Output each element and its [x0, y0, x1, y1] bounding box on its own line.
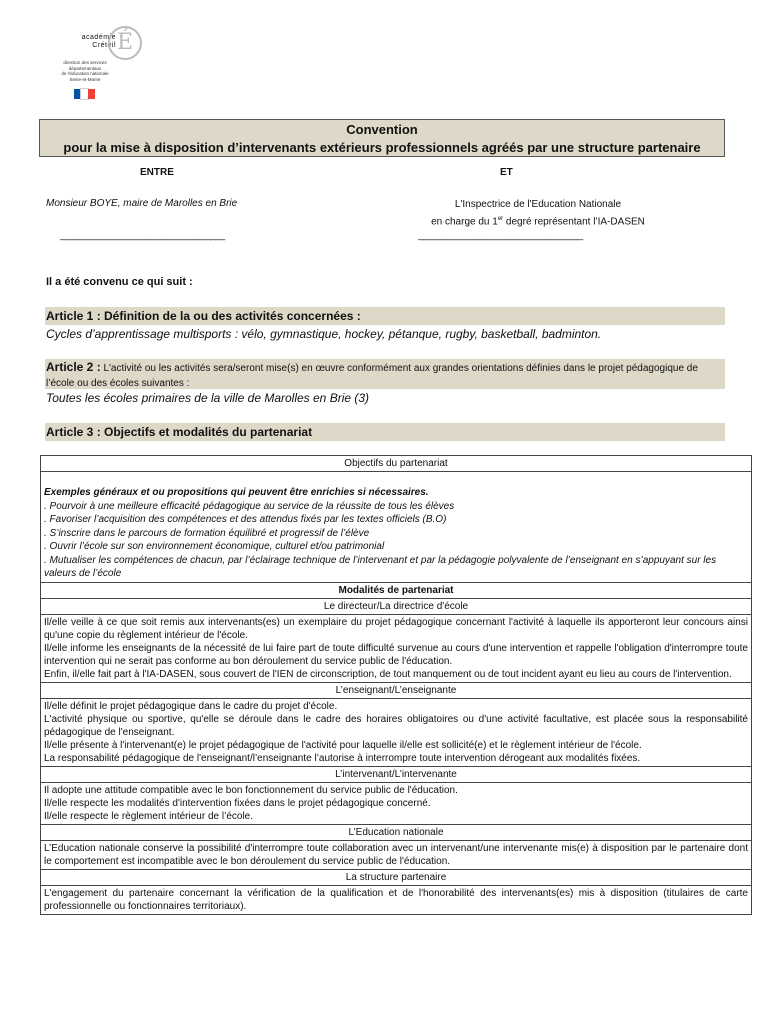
education-para: L’Education nationale conserve la possibilité d'interrompre toute collaboration avec un intervenant/une intervenante mis(e) à disposition par le partenaire dont le comportement est incompatible avec le bon déroulement du service public de l'éducation. — [44, 842, 748, 867]
article2-body: Toutes les écoles primaires de la ville de Marolles en Brie (3) — [46, 391, 370, 405]
directeur-cell — [41, 614, 752, 682]
left-party: Monsieur BOYE, maire de Marolles en Brie — [46, 198, 238, 209]
modalites-header: Modalités de partenariat — [41, 582, 752, 598]
title-line1: Convention — [346, 122, 418, 137]
intervenant-para: Il/elle respecte les modalités d'intervention fixées dans le projet pédagogique concerné. — [44, 797, 431, 809]
article1-title: Article 1 : Définition de la ou des activités concernées : — [46, 309, 361, 323]
enseignant-para: La responsabilité pédagogique de l'enseignant/l’enseignante l’autorise à interrompre toute intervention dérogeant aux modalités fixées. — [44, 752, 641, 764]
article1-body: Cycles d’apprentissage multisports : vélo, gymnastique, hockey, pétanque, rugby, basketball, badminton. — [46, 327, 602, 341]
education-e-icon: É — [108, 26, 142, 60]
direction-line: Seine-et-Marne — [69, 76, 101, 82]
academie-line2: Créteil — [92, 42, 116, 49]
article3-title-bar — [45, 423, 725, 441]
direction-line: de l'éducation nationale — [61, 71, 109, 76]
enseignant-para: Il/elle définit le projet pédagogique dans le cadre du projet d'école. — [44, 700, 338, 712]
right-party — [398, 198, 678, 229]
direction-line: direction des services — [63, 60, 107, 65]
entre-label: ENTRE — [140, 167, 174, 178]
left-signature-line: ____________________________________ — [60, 230, 225, 241]
enseignant-para: L'activité physique ou sportive, qu'elle se déroule dans le cadre des horaires obligatoires ou d'une activité facultative, est placée sous la responsabilité pédagogique de l'enseignant. — [44, 713, 748, 738]
exemple-item: . Pourvoir à une meilleure efficacité pédagogique au service de la réussite de tous les élèves — [44, 500, 455, 512]
structure-cell — [41, 885, 752, 914]
et-label: ET — [500, 167, 513, 178]
right-signature-line: ____________________________________ — [418, 230, 583, 241]
republique-francaise-flag-icon — [74, 86, 96, 96]
intervenant-cell — [41, 782, 752, 824]
exemple-item: . S’inscrire dans le parcours de formation équilibré et progressif de l’élève — [44, 527, 370, 539]
right-party-line2-b: degré représentant l’IA-DASEN — [503, 216, 645, 228]
intro-text: Il a été convenu ce qui suit : — [46, 276, 193, 288]
article2-label: Article 2 : — [46, 360, 101, 374]
enseignant-header: L’enseignant/L’enseignante — [41, 682, 752, 698]
objectifs-cell — [41, 472, 752, 583]
right-party-line1: L'Inspectrice de l'Education Nationale — [454, 199, 622, 210]
intervenant-para: Il adopte une attitude compatible avec le bon fonctionnement du service public de l'éducation. — [44, 784, 458, 796]
academie-logo — [46, 22, 142, 102]
enseignant-para: Il/elle présente à l'intervenant(e) le projet pédagogique de l'activité pour laquelle il/elle est sollicité(e) et le règlement intérieur de l'école. — [44, 739, 642, 751]
title-line2: pour la mise à disposition d’intervenants extérieurs professionnels agréés par une structure partenaire — [63, 140, 701, 155]
intervenant-header: L’intervenant/L’intervenante — [41, 766, 752, 782]
exemples-title: Exemples généraux et ou propositions qui peuvent être enrichies si nécessaires. — [44, 487, 429, 498]
exemple-item: . Mutualiser les compétences de chacun, par l’éclairage technique de l’intervenant et par la pédagogie polyvalente de l’enseignant en s’appuyant sur les valeurs de l’école — [44, 554, 717, 579]
right-party-line2-a: en charge du 1 — [431, 216, 498, 228]
structure-header: La structure partenaire — [41, 869, 752, 885]
direction-line: départementaux — [68, 65, 102, 71]
objectifs-header: Objectifs du partenariat — [41, 456, 752, 472]
enseignant-cell — [41, 698, 752, 766]
partenariat-table — [40, 455, 752, 915]
exemple-item: . Favoriser l’acquisition des compétences et des attendus fixés par les textes officiels (B.O) — [44, 514, 447, 525]
academie-line1: académie — [81, 34, 116, 41]
article3-title: Article 3 : Objectifs et modalités du partenariat — [46, 425, 313, 439]
convention-title — [39, 119, 725, 157]
right-party-line2 — [398, 212, 678, 229]
education-header: L’Education nationale — [41, 824, 752, 840]
directeur-para: Enfin, il/elle fait part à l'IA-DASEN, sous couvert de l'IEN de circonscription, de tout manquement ou de tout incident ayant eu lieu au cours de l'intervention. — [44, 668, 732, 680]
article1-title-bar — [45, 307, 725, 325]
structure-para: L'engagement du partenaire concernant la vérification de la qualification et de l'honorabilité des intervenants(es) mis à disposition (titulaires de carte professionnelle ou fonctionnaires territoriaux). — [44, 887, 748, 912]
intervenant-para: Il/elle respecte le règlement intérieur de l’école. — [44, 810, 253, 822]
article2-text — [46, 360, 726, 391]
article2-desc: L'activité ou les activités sera/seront mise(s) en œuvre conformément aux grandes orientations définies dans le projet pédagogique de l’école ou des écoles suivantes : — [46, 363, 698, 389]
education-cell — [41, 840, 752, 869]
directeur-header: Le directeur/La directrice d'école — [41, 598, 752, 614]
directeur-para: Il/elle informe les enseignants de la nécessité de lui faire part de toute difficulté survenue au cours d'une intervention et rappelle l'obligation d'interrompre toute intervention qui ne serait pas conforme au bon déroulement du service public de l'éducation. — [44, 642, 748, 667]
directeur-para: Il/elle veille à ce que soit remis aux intervenants(es) un exemplaire du projet pédagogique concernant l'activité à laquelle ils apporteront leur concours ainsi qu'une copie du règlement intérieur de l'école. — [44, 616, 748, 641]
direction-text — [46, 60, 124, 82]
right-party-sup: er — [497, 216, 504, 222]
exemple-item: . Ouvrir l’école sur son environnement économique, culturel et/ou patrimonial — [44, 541, 385, 552]
